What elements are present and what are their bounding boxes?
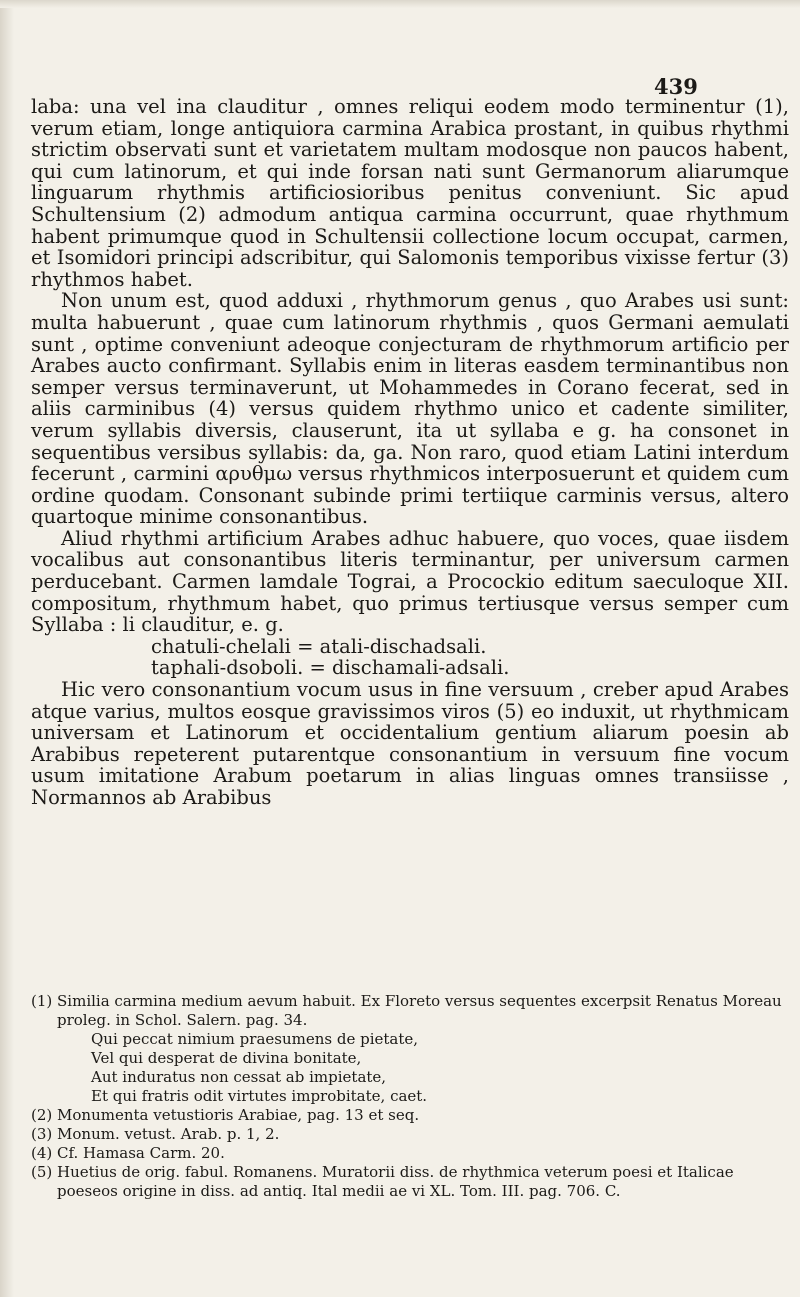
page-top-shadow xyxy=(0,0,800,8)
footnote-1: (1) Similia carmina medium aevum habuit. Ex Floreto versus sequentes excerpsit Renatus Moreau proleg. in Schol. Salern. pag. 34. xyxy=(31,992,782,1029)
footnote-4: (4) Cf. Hamasa Carm. 20. xyxy=(31,1144,225,1162)
page-gutter-shadow xyxy=(0,0,14,1297)
footnotes xyxy=(31,992,789,1201)
rhyme-example-2: taphali-dsoboli. = dischamali-adsali. xyxy=(151,656,510,680)
paragraph-2: Non unum est, quod adduxi , rhythmorum genus , quo Arabes usi sunt: multa habuerunt , quae cum latinorum rhythmis , quos Germani aemulati sunt , optime conveniunt adeoque conjecturam de rhythmorum artificio per Arabes aucto confirmant. Syllabis enim in literas easdem terminantibus non semper versus terminaverunt, ut Mohammedes in Corano fecerat, sed in aliis carminibus (4) versus quidem rhythmo unico et cadente similiter, verum syllabis diversis, clauserunt, ita ut syllaba e g. ha consonet in sequentibus versibus syllabis: da, ga. Non raro, quod etiam Latini interdum fecerunt , carmini αρυθμω versus rhythmicos interposuerunt et quidem cum ordine quodam. Consonant subinde primi tertiique carminis versus, altero quartoque minime consonantibus. xyxy=(31,289,789,529)
footnote-verse-3: Aut induratus non cessat ab impietate, xyxy=(91,1068,387,1086)
rhyme-example-1: chatuli-chelali = atali-dischadsali. xyxy=(151,634,487,658)
main-text xyxy=(31,96,789,809)
paragraph-4: Hic vero consonantium vocum usus in fine versuum , creber apud Arabes atque varius, multos eosque gravissimos viros (5) eo induxit, ut rhythmicam universam et Latinorum et occidentalium gentium aliarum poesin ab Arabibus repeterent putarentque consonantium in versuum fine vocum usum imitatione Arabum poetarum in alias linguas omnes transiisse , Normannos ab Arabibus xyxy=(31,678,789,809)
page-number: 439 xyxy=(654,74,698,99)
footnote-verse-2: Vel qui desperat de divina bonitate, xyxy=(91,1049,362,1067)
paragraph-1: laba: una vel ina clauditur , omnes reliqui eodem modo terminentur (1), verum etiam, longe antiquiora carmina Arabica prostant, in quibus rhythmi strictim observati sunt et varietatem multam modosque non paucos habent, qui cum latinorum, et qui inde forsan nati sunt Germanorum aliarumque linguarum rhythmis artificiosioribus penitus conveniunt. Sic apud Schultensium (2) admodum antiqua carmina occurrunt, quae rhythmum habent primumque quod in Schultensii collectione locum occupat, carmen, et Isomidori principi adscribitur, qui Salomonis temporibus vixisse fertur (3) rhythmos habet. xyxy=(31,95,789,291)
footnote-verse-1: Qui peccat nimium praesumens de pietate, xyxy=(91,1030,419,1048)
footnote-5: (5) Huetius de orig. fabul. Romanens. Muratorii diss. de rhythmica veterum poesi et Italicae poeseos origine in diss. ad antiq. Ital medii ae vi XL. Tom. III. pag. 706. C. xyxy=(31,1163,734,1200)
footnote-3: (3) Monum. vetust. Arab. p. 1, 2. xyxy=(31,1125,280,1143)
footnote-verse-4: Et qui fratris odit virtutes improbitate, caet. xyxy=(91,1087,428,1105)
paragraph-3: Aliud rhythmi artificium Arabes adhuc habuere, quo voces, quae iisdem vocalibus aut consonantibus literis terminantur, per universum carmen perducebant. Carmen lamdale Tograi, a Procockio editum saeculoque XII. compositum, rhythmum habet, quo primus tertiusque versus semper cum Syllaba : li clauditur, e. g. xyxy=(31,526,789,637)
footnote-2: (2) Monumenta vetustioris Arabiae, pag. 13 et seq. xyxy=(31,1106,420,1124)
